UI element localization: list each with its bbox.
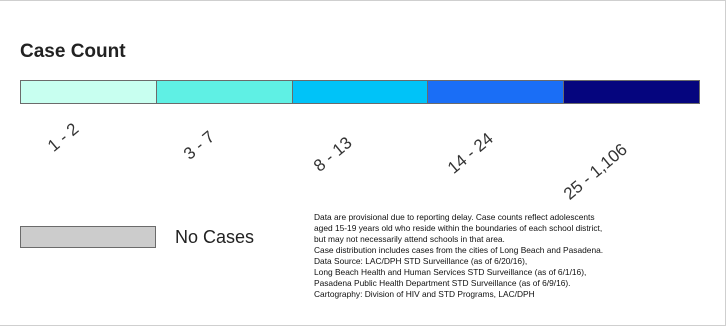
range-label-bin-1: 1 - 2 bbox=[44, 119, 83, 156]
swatch-bin-1 bbox=[21, 81, 157, 103]
note-line: Data Source: LAC/DPH STD Surveillance (as of 6/20/16), bbox=[314, 256, 528, 266]
range-label-bin-4: 14 - 24 bbox=[444, 128, 497, 178]
range-label-bin-2: 3 - 7 bbox=[180, 127, 219, 164]
no-cases-swatch bbox=[20, 226, 156, 248]
note-line: but may not necessarily attend schools in that area. bbox=[314, 234, 505, 244]
legend-title: Case Count bbox=[20, 41, 126, 62]
note-line: Pasadena Public Health Department STD Surveillance (as of 6/9/16). bbox=[314, 278, 571, 288]
no-cases-label: No Cases bbox=[175, 227, 255, 247]
note-line: Data are provisional due to reporting delay. Case counts reflect adolescents bbox=[314, 212, 595, 222]
case-count-color-bar bbox=[20, 80, 700, 104]
range-label-bin-5: 25 - 1,106 bbox=[560, 139, 631, 204]
swatch-bin-5 bbox=[564, 81, 699, 103]
note-line: Long Beach Health and Human Services STD Surveillance (as of 6/1/16), bbox=[314, 267, 587, 277]
note-line: Case distribution includes cases from the cities of Long Beach and Pasadena. bbox=[314, 245, 604, 255]
swatch-bin-3 bbox=[293, 81, 429, 103]
swatch-bin-2 bbox=[157, 81, 293, 103]
note-line: aged 15-19 years old who reside within the boundaries of each school district, bbox=[314, 223, 603, 233]
data-notes bbox=[314, 212, 720, 300]
note-line: Cartography: Division of HIV and STD Programs, LAC/DPH bbox=[314, 289, 535, 299]
range-label-bin-3: 8 - 13 bbox=[310, 133, 356, 176]
swatch-bin-4 bbox=[428, 81, 564, 103]
